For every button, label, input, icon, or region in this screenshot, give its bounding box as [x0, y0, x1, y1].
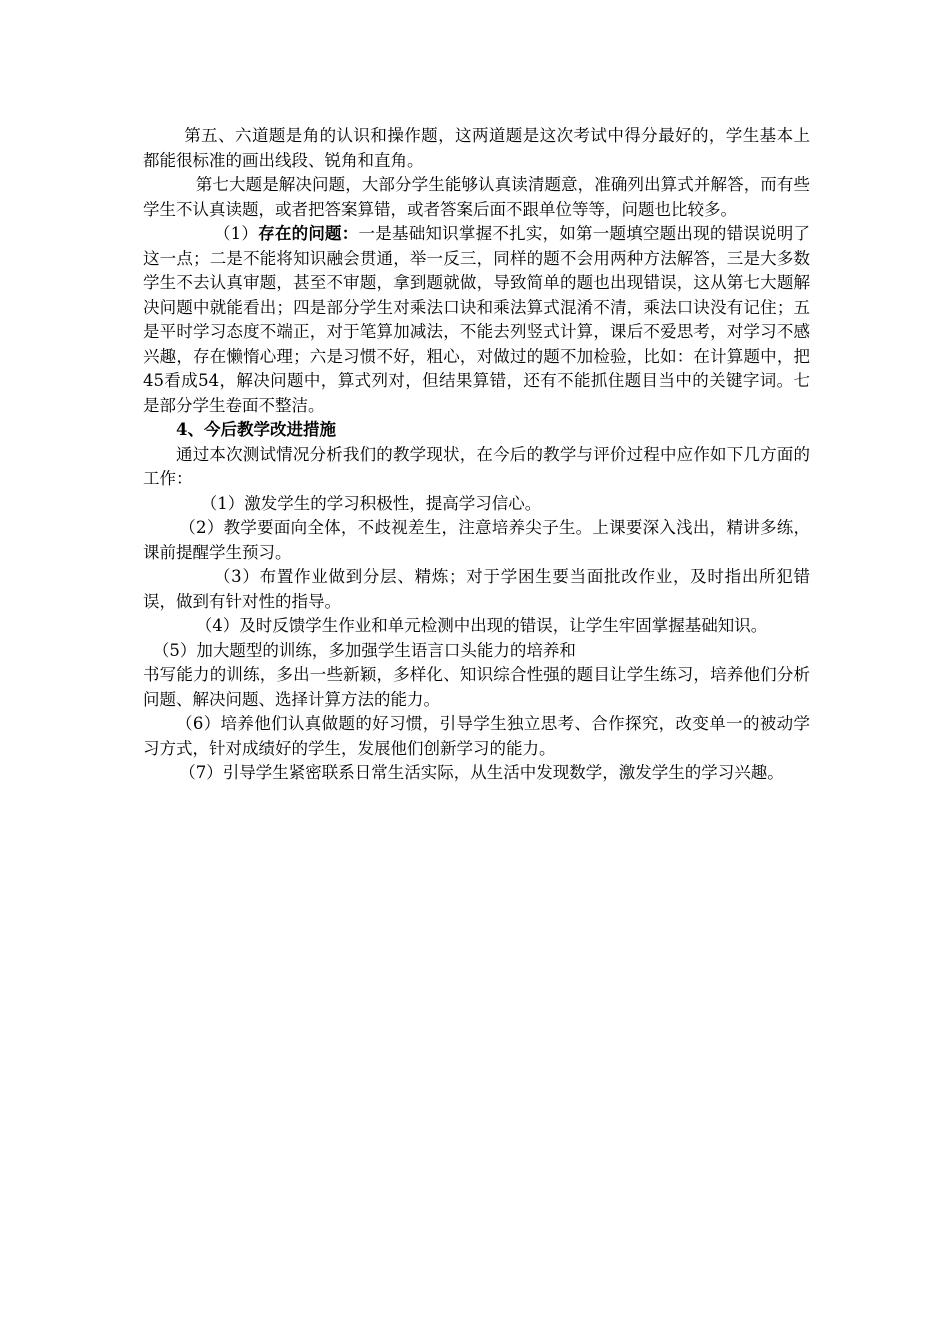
- paragraph-problem-solving: 第七大题是解决问题，大部分学生能够认真读清题意，准确列出算式并解答，而有些学生不认真读题，或者把答案算错，或者答案后面不跟单位等等，问题也比较多。: [143, 175, 810, 219]
- measure-item-5-continued: 书写能力的训练，多出一些新颖，多样化、知识综合性强的题目让学生练习，培养他们分析问题、解决问题、选择计算方法的能力。: [143, 665, 810, 709]
- measure-item-2: （2）教学要面向全体，不歧视差生，注意培养尖子生。上课要深入浅出，精讲多练，课前提醒学生预习。: [143, 518, 810, 562]
- problems-label: 存在的问题：: [258, 224, 359, 243]
- paragraph-improvements-intro: 通过本次测试情况分析我们的教学现状，在今后的教学与评价过程中应作如下几方面的工作：: [143, 444, 810, 488]
- measure-item-7: （7）引导学生紧密联系日常生活实际，从生活中发现数学，激发学生的学习兴趣。: [179, 763, 784, 782]
- section-heading-improvements: 4、今后教学改进措施: [176, 420, 336, 439]
- problems-prefix: （1）: [213, 224, 259, 243]
- paragraph-existing-problems: [143, 222, 810, 418]
- measure-item-5-line-1: （5）加大题型的训练，多加强学生语言口头能力的培养和: [152, 640, 576, 660]
- paragraph-angle-questions: 第五、六道题是角的认识和操作题，这两道题是这次考试中得分最好的，学生基本上都能很标准的画出线段、锐角和直角。: [143, 126, 810, 170]
- measure-item-1: （1）激发学生的学习积极性，提高学习信心。: [200, 493, 542, 513]
- measure-item-3: （3）布置作业做到分层、精炼；对于学困生要当面批改作业，及时指出所犯错误，做到有针对性的指导。: [143, 567, 810, 611]
- measure-item-6: （6）培养他们认真做题的好习惯，引导学生独立思考、合作探究，改变单一的被动学习方式，针对成绩好的学生，发展他们创新学习的能力。: [143, 714, 810, 758]
- measure-item-4: （4）及时反馈学生作业和单元检测中出现的错误，让学生牢固掌握基础知识。: [195, 616, 768, 635]
- document-body: [143, 124, 810, 786]
- problems-body: 一是基础知识掌握不扎实，如第一题填空题出现的错误说明了这一点；二是不能将知识融会贯通，举一反三，同样的题不会用两种方法解答，三是大多数学生不去认真审题，甚至不审题，拿到题就做，导致简单的题也出现错误，这从第七大题解决问题中就能看出；四是部分学生对乘法口诀和乘法算式混淆不清，乘法口诀没有记住；五是平时学习态度不端正，对于笔算加减法，不能去列竖式计算，课后不爱思考，对学习不感兴趣，存在懒惰心理；六是习惯不好，粗心，对做过的题不加检验，比如：在计算题中，把45看成54，解决问题中，算式列对，但结果算错，还有不能抓住题目当中的关键字词。七是部分学生卷面不整洁。: [143, 224, 811, 415]
